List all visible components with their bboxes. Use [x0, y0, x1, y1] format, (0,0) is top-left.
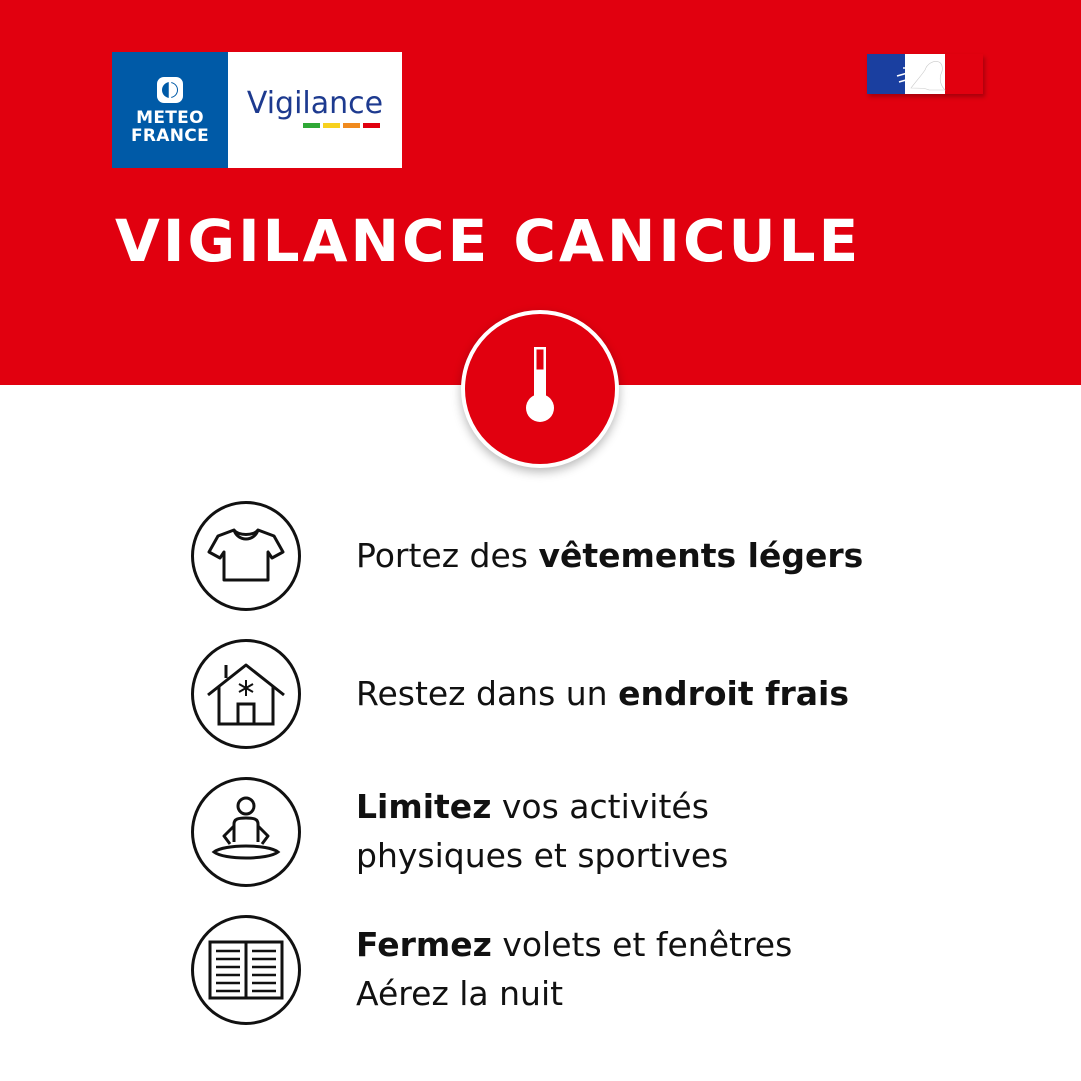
advice-text-line2: physiques et sportives: [356, 836, 729, 875]
cool-house-icon: [190, 638, 302, 750]
t-shirt-icon: [190, 500, 302, 612]
advice-text-regular: vos activités: [491, 787, 709, 826]
level-bar-orange: [343, 123, 360, 128]
level-bar-red: [363, 123, 380, 128]
advice-text-bold: Fermez: [356, 925, 492, 964]
hero-badge: [461, 310, 619, 468]
advice-item-limit-activity: [190, 776, 950, 888]
snowflake-icon: [239, 680, 253, 696]
page-title: VIGILANCE CANICULE: [115, 207, 862, 275]
advice-item-close-shutters: [190, 914, 950, 1026]
thermometer-icon: [465, 314, 615, 464]
meteo-france-logo: [112, 52, 228, 168]
advice-text-regular: Restez dans un: [356, 674, 619, 713]
vigilance-wordmark: [228, 52, 402, 168]
advice-text: [356, 669, 849, 718]
advice-item-cool-place: [190, 638, 950, 750]
advice-text-bold: vêtements légers: [538, 536, 864, 575]
meteo-france-emblem-icon: [155, 75, 185, 105]
advice-text: [356, 782, 728, 880]
meteo-france-vigilance-logo: [112, 52, 402, 168]
advice-text: [356, 531, 863, 580]
advice-text-bold: Limitez: [356, 787, 492, 826]
org-name-line1: METEO: [136, 108, 204, 128]
advice-text-bold: endroit frais: [618, 674, 849, 713]
advice-text-regular: volets et fenêtres: [491, 925, 793, 964]
advice-item-light-clothes: [190, 500, 950, 612]
level-bar-yellow: [323, 123, 340, 128]
advice-text-regular: Portez des: [356, 536, 539, 575]
republique-francaise-logo: [867, 54, 983, 94]
vigilance-level-bars: [303, 123, 380, 128]
org-name-line2: FRANCE: [131, 126, 209, 146]
meditation-icon: [190, 776, 302, 888]
level-bar-green: [303, 123, 320, 128]
vigilance-word: Vigilance: [246, 86, 384, 121]
shutters-icon: [190, 914, 302, 1026]
advice-text: [356, 920, 792, 1018]
advice-text-line2: Aérez la nuit: [356, 974, 564, 1013]
